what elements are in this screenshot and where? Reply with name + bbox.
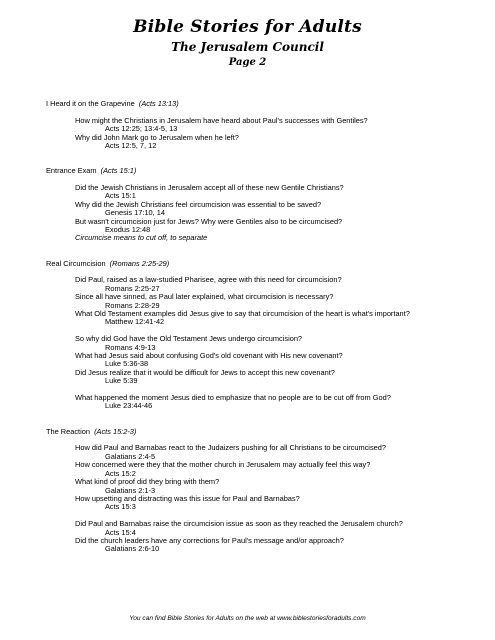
- question-text: Since all have sinned, as Paul later explained, what circumcision is necessary?: [75, 292, 334, 302]
- question-text: Did the church leaders have any corrections for Paul's message and/or approach?: [75, 535, 344, 545]
- question-text: What Old Testament examples did Jesus give to say that circumcision of the heart is what's important?: [75, 309, 410, 319]
- question-text: How concerned were they that the mother church in Jerusalem may actually feel this way?: [75, 460, 371, 470]
- scripture-reference: Matthew 12:41-42: [105, 317, 165, 327]
- section-title: Real Circumcision: [46, 258, 106, 268]
- question-text: Did Jesus realize that it would be difficult for Jews to accept this new covenant?: [75, 367, 335, 377]
- section-spacer: [0, 243, 495, 251]
- scripture-reference: Acts 12:25; 13:4-5, 13: [105, 124, 178, 134]
- section-reference: (Acts 15:2-3): [94, 426, 137, 436]
- scripture-reference: Acts 12:5, 7, 12: [105, 141, 157, 151]
- question-text: Did Paul and Barnabas raise the circumcision issue as soon as they reached the Jerusalem church?: [75, 519, 403, 529]
- scripture-reference: Acts 15:2: [105, 468, 136, 478]
- scripture-reference: Luke 5:39: [105, 376, 138, 386]
- question-text: What kind of proof did they bring with them?: [75, 477, 220, 487]
- section-reference: (Acts 13:13): [138, 99, 179, 108]
- question-group: [0, 520, 495, 554]
- scripture-reference: Galatians 2:1-3: [105, 485, 156, 495]
- question-text: How did Paul and Barnabas react to the Judaizers pushing for all Christians to be circumcised?: [75, 443, 386, 453]
- scripture-reference: Acts 15:4: [105, 527, 136, 537]
- definition-note: [75, 234, 495, 242]
- scripture-reference: Romans 2:25-27: [105, 283, 160, 293]
- question-group: [0, 335, 495, 385]
- question-text: But wasn't circumcision just for Jews? Why were Gentiles also to be circumcised?: [75, 216, 343, 226]
- section-reference: (Romans 2:25-29): [109, 258, 170, 268]
- question-text: What happened the moment Jesus died to emphasize that no people are to be cut off from God?: [75, 393, 391, 403]
- section-heading: [46, 428, 495, 436]
- definition-text: means to cut off, to separate: [111, 233, 208, 243]
- footer-note: You can find Bible Stories for Adults on the web at www.biblestoriesforadults.com: [129, 615, 366, 622]
- question-text: Did the Jewish Christians in Jerusalem accept all of these new Gentile Christians?: [75, 183, 344, 192]
- section-spacer: [0, 150, 495, 158]
- section-heading: [46, 260, 495, 268]
- section-title: Entrance Exam: [46, 166, 97, 176]
- question-group: [0, 276, 495, 326]
- section-spacer: [0, 411, 495, 419]
- question-text: Why did John Mark go to Jerusalem when he left?: [75, 132, 239, 142]
- scripture-reference: Genesis 17:10, 14: [105, 208, 165, 218]
- scripture-reference: Luke 5:36-38: [105, 359, 149, 369]
- question-text: What had Jesus said about confusing God's old covenant with His new covenant?: [75, 351, 343, 361]
- scripture-reference: Exodus 12:48: [105, 225, 151, 235]
- question-text: Why did the Jewish Christians feel circumcision was essential to be saved?: [75, 199, 322, 209]
- section-title: The Reaction: [46, 426, 90, 436]
- section-heading: [46, 100, 495, 108]
- question-group: [0, 444, 495, 511]
- scripture-reference: Acts 15:1: [105, 191, 136, 201]
- section-heading: [46, 167, 495, 175]
- scripture-reference: Acts 15:3: [105, 502, 136, 512]
- question-group: [0, 117, 495, 151]
- definition-term: Circumcise: [75, 233, 112, 243]
- scripture-reference: Luke 23:44-46: [105, 401, 153, 411]
- scripture-reference: Galatians 2:4-5: [105, 451, 156, 461]
- scripture-reference: Romans 4:9-13: [105, 342, 156, 352]
- question-text: How might the Christians in Jerusalem have heard about Paul's successes with Gentiles?: [75, 115, 368, 125]
- question-text: So why did God have the Old Testament Jews undergo circumcision?: [75, 334, 303, 344]
- question-group: [0, 394, 495, 411]
- scripture-reference: Romans 2:28-29: [105, 300, 160, 310]
- page-number: Page 2: [228, 57, 267, 68]
- question-text: Did Paul, raised as a law-studied Pharisee, agree with this need for circumcision?: [75, 275, 342, 285]
- document-title: Bible Stories for Adults: [133, 17, 362, 37]
- section-reference: (Acts 15:1): [100, 166, 137, 176]
- question-group: [0, 184, 495, 243]
- scripture-reference: Galatians 2:6-10: [105, 544, 160, 554]
- question-text: How upsetting and distracting was this issue for Paul and Barnabas?: [75, 493, 300, 503]
- section-title: I Heard it on the Grapevine: [46, 99, 135, 108]
- study-questions: [0, 100, 495, 554]
- document-subtitle: The Jerusalem Council: [171, 40, 324, 54]
